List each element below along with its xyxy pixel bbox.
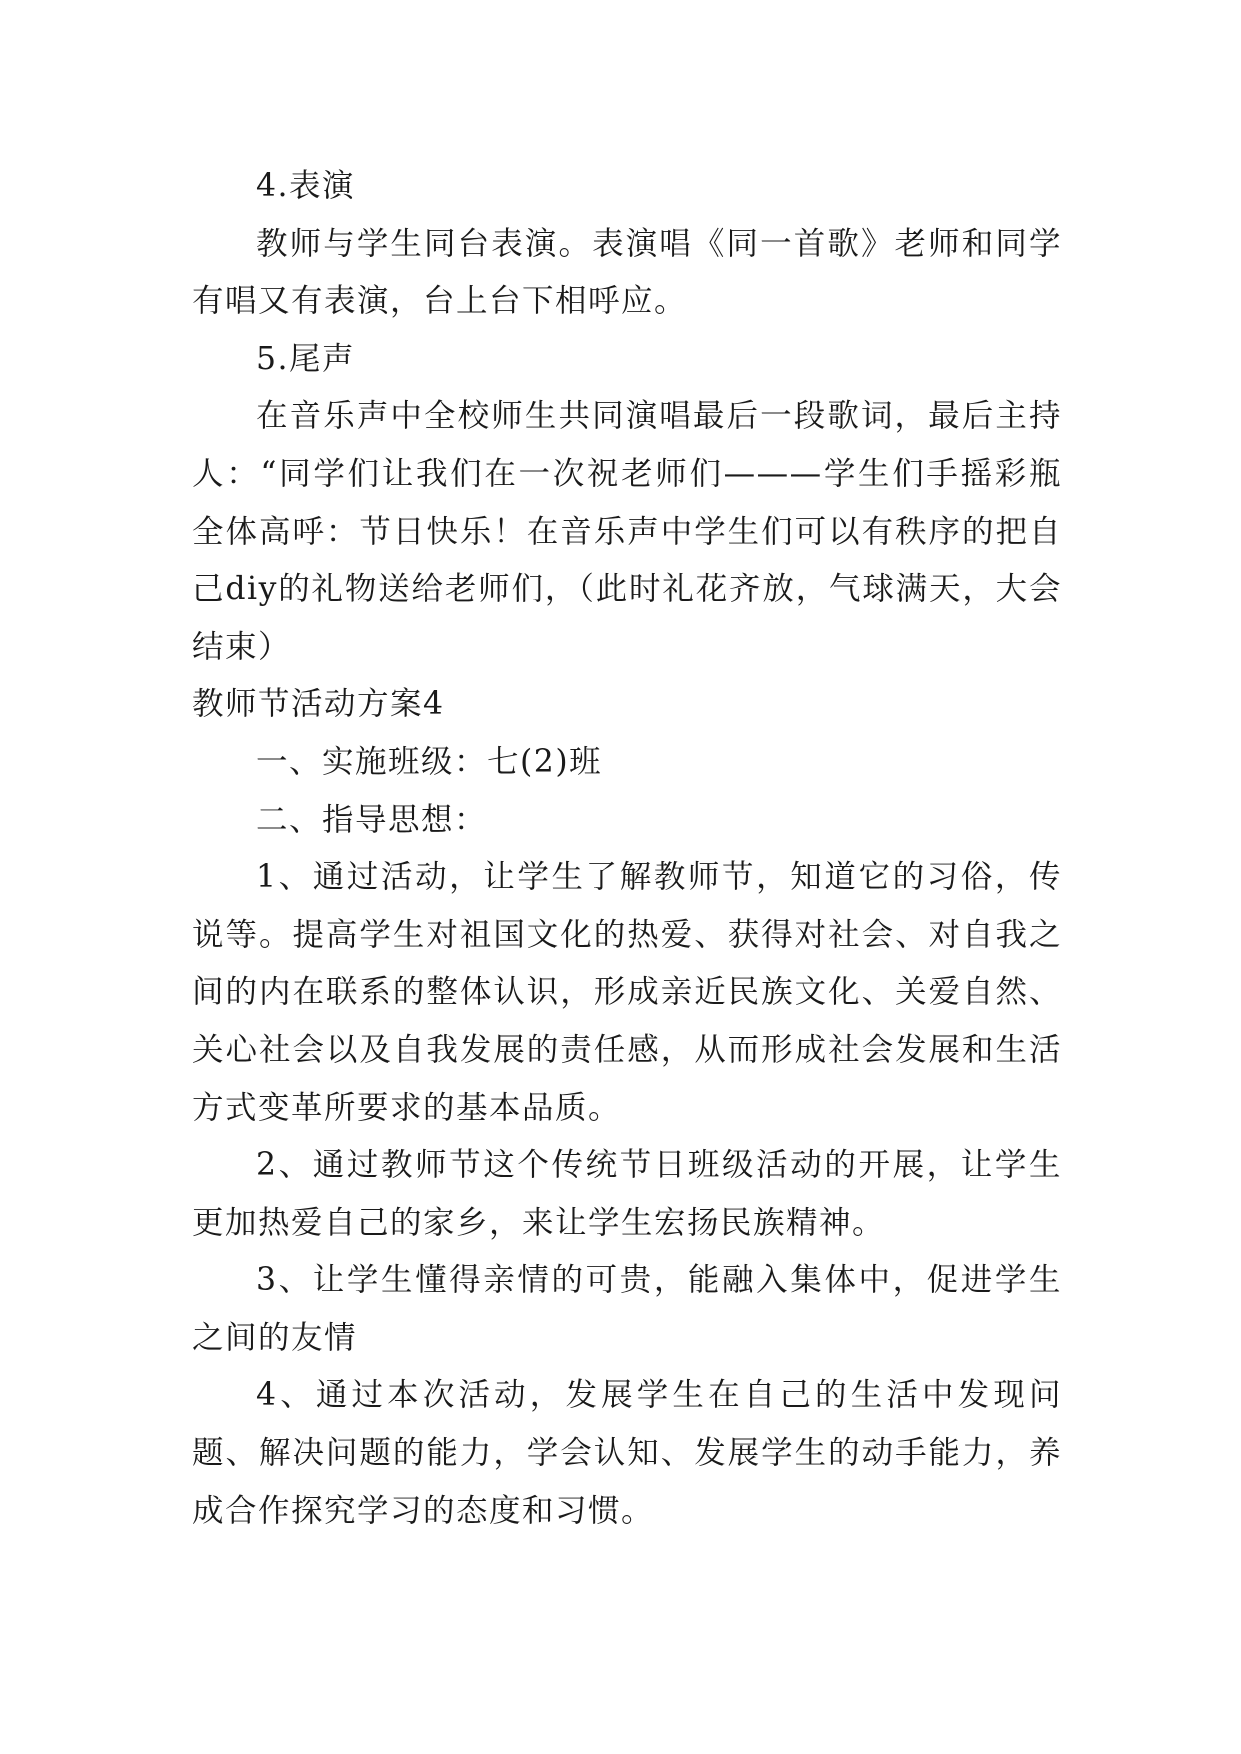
paragraph-performance: 教师与学生同台表演。表演唱《同一首歌》老师和同学有唱又有表演，台上台下相呼应。 — [192, 225, 1062, 320]
paragraph-point-1: 1、通过活动，让学生了解教师节，知道它的习俗，传说等。提高学生对祖国文化的热爱、获得对社会、对自我之间的内在联系的整体认识，形成亲近民族文化、关爱自然、关心社会以及自我发展的责任感，从而形成社会发展和生活方式变革所要求的基本品质。 — [192, 859, 1062, 1126]
section-heading-performance: 4.表演 — [256, 168, 356, 204]
paragraph-point-2: 2、通过教师节这个传统节日班级活动的开展，让学生更加热爱自己的家乡，来让学生宏扬民族精神。 — [192, 1147, 1062, 1241]
paragraph-class: 一、实施班级：七(2)班 — [256, 743, 603, 780]
document-body — [192, 158, 1062, 1540]
paragraph-point-4: 4、通过本次活动，发展学生在自己的生活中发现问题、解决问题的能力，学会认知、发展学生的动手能力，养成合作探究学习的态度和习惯。 — [192, 1377, 1062, 1529]
paragraph-guiding-ideas-heading: 二、指导思想： — [256, 801, 488, 838]
plan-title: 教师节活动方案4 — [192, 686, 445, 723]
section-heading-ending: 5.尾声 — [256, 340, 356, 377]
paragraph-point-3: 3、让学生懂得亲情的可贵，能融入集体中，促进学生之间的友情 — [192, 1262, 1062, 1356]
paragraph-ending: 在音乐声中全校师生共同演唱最后一段歌词，最后主持人：“同学们让我们在一次祝老师们———学生们手摇彩瓶全体高呼：节日快乐！在音乐声中学生们可以有秩序的把自己diy的礼物送给老师们，（此时礼花齐放，气球满天，大会结束） — [192, 398, 1062, 665]
